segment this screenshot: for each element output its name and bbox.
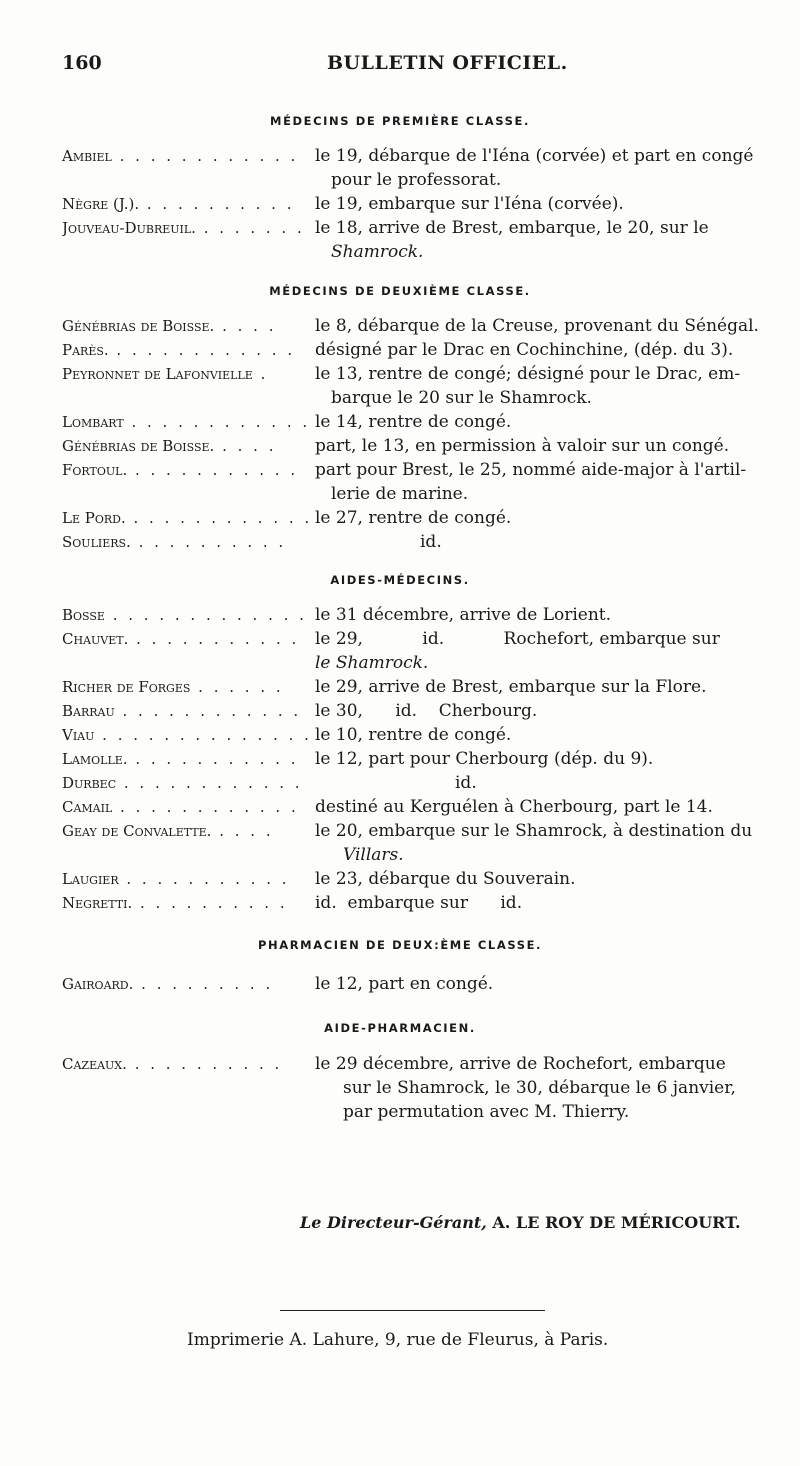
entry-text: le 29 décembre, arrive de Rochefort, embarque sur le Shamrock, le 30, débarque le 6 janvier, par permutation avec M. Thierry.	[315, 1054, 736, 1122]
entry-text: le 19, embarque sur l'Iéna (corvée).	[315, 194, 624, 214]
entry-text: le 18, arrive de Brest, embarque, le 20, sur le Shamrock.	[315, 218, 709, 262]
entry-text: désigné par le Drac en Cochinchine, (dép. du 3).	[315, 340, 734, 360]
page-header	[62, 52, 740, 80]
entry-text: le 8, débarque de la Creuse, provenant du Sénégal.	[315, 316, 759, 336]
entry-name: Richer de Forges . . . . . .	[62, 678, 284, 696]
entry-name: Cazeaux. . . . . . . . . . .	[62, 1055, 283, 1073]
entry-text: le 29, id. Rochefort, embarque sur le Shamrock.	[315, 629, 720, 673]
section-heading-premiere-classe: MÉDECINS DE PREMIÈRE CLASSE.	[270, 114, 530, 128]
signature-name: A. LE ROY DE MÉRICOURT.	[492, 1213, 741, 1232]
entry-name: Nègre (J.). . . . . . . . . . .	[62, 195, 295, 213]
entry-name: Bosse . . . . . . . . . . . . .	[62, 606, 307, 624]
entry-name: Durbec . . . . . . . . . . . .	[62, 774, 303, 792]
entry-text: le 19, débarque de l'Iéna (corvée) et part en congé pour le professorat.	[315, 146, 754, 190]
running-title: BULLETIN OFFICIEL.	[327, 52, 568, 74]
entry-name: Parès. . . . . . . . . . . . .	[62, 341, 296, 359]
entry-text: le 31 décembre, arrive de Lorient.	[315, 605, 612, 625]
entry-text: id. embarque sur id.	[315, 893, 523, 913]
entry-name: Génébrias de Boisse. . . . .	[62, 437, 277, 455]
entry-name: Geay de Convalette. . . . .	[62, 822, 274, 840]
entry-name: Lamolle. . . . . . . . . . . .	[62, 750, 299, 768]
entry-text: le 14, rentre de congé.	[315, 412, 512, 432]
entry-text: destiné au Kerguélen à Cherbourg, part le 14.	[315, 797, 713, 817]
signature	[300, 1213, 760, 1232]
section-heading-pharmacien: PHARMACIEN DE DEUX:ÈME CLASSE.	[257, 938, 543, 952]
section-heading-aide-pharmacien: AIDE-PHARMACIEN.	[324, 1021, 476, 1035]
entry-name: Camail . . . . . . . . . . . .	[62, 798, 299, 816]
page-number: 160	[62, 52, 102, 74]
entry-name: Génébrias de Boisse. . . . .	[62, 317, 277, 335]
imprint-line: Imprimerie A. Lahure, 9, rue de Fleurus, à Paris.	[187, 1330, 609, 1350]
entry-text: id.	[420, 532, 442, 552]
entry-text: le 30, id. Cherbourg.	[315, 701, 538, 721]
signature-role: Le Directeur-Gérant,	[300, 1213, 487, 1232]
entry-text: le 20, embarque sur le Shamrock, à destination du Villars.	[315, 821, 753, 865]
entry-name: Souliers. . . . . . . . . . .	[62, 533, 287, 551]
entry-name: Fortoul. . . . . . . . . . . .	[62, 461, 299, 479]
entry-name: Lombart . . . . . . . . . . . .	[62, 413, 311, 431]
footer-rule	[280, 1310, 545, 1311]
entry-text: id.	[455, 773, 477, 793]
entry-name: Gairoard. . . . . . . . . .	[62, 975, 274, 993]
entry-name: Barrau . . . . . . . . . . . .	[62, 702, 302, 720]
entry-name: Chauvet. . . . . . . . . . . .	[62, 630, 300, 648]
section-heading-deuxieme-classe: MÉDECINS DE DEUXIÈME CLASSE.	[269, 284, 531, 298]
entry-text: le 12, part en congé.	[315, 974, 494, 994]
entry-text: le 12, part pour Cherbourg (dép. du 9).	[315, 749, 654, 769]
section-heading-aides-medecins: AIDES-MÉDECINS.	[330, 573, 470, 587]
entry-name: Jouveau-Dubreuil. . . . . . . .	[62, 219, 305, 237]
entry-text: part pour Brest, le 25, nommé aide-major à l'artil- lerie de marine.	[315, 460, 747, 504]
entry-text: le 23, débarque du Souverain.	[315, 869, 576, 889]
entry-text: le 29, arrive de Brest, embarque sur la Flore.	[315, 677, 707, 697]
entry-text: le 13, rentre de congé; désigné pour le Drac, em- barque le 20 sur le Shamrock.	[315, 364, 741, 408]
entry-name: Le Pord. . . . . . . . . . . . .	[62, 509, 312, 527]
entry-name: Ambiel . . . . . . . . . . . .	[62, 147, 299, 165]
entry-name: Laugier . . . . . . . . . . .	[62, 870, 290, 888]
entry-text: le 27, rentre de congé.	[315, 508, 512, 528]
entry-text: le 10, rentre de congé.	[315, 725, 512, 745]
entry-name: Peyronnet de Lafonvielle .	[62, 365, 269, 383]
entry-name: Viau . . . . . . . . . . . . . .	[62, 726, 312, 744]
entry-name: Negretti. . . . . . . . . . .	[62, 894, 288, 912]
entry-text: part, le 13, en permission à valoir sur un congé.	[315, 436, 730, 456]
